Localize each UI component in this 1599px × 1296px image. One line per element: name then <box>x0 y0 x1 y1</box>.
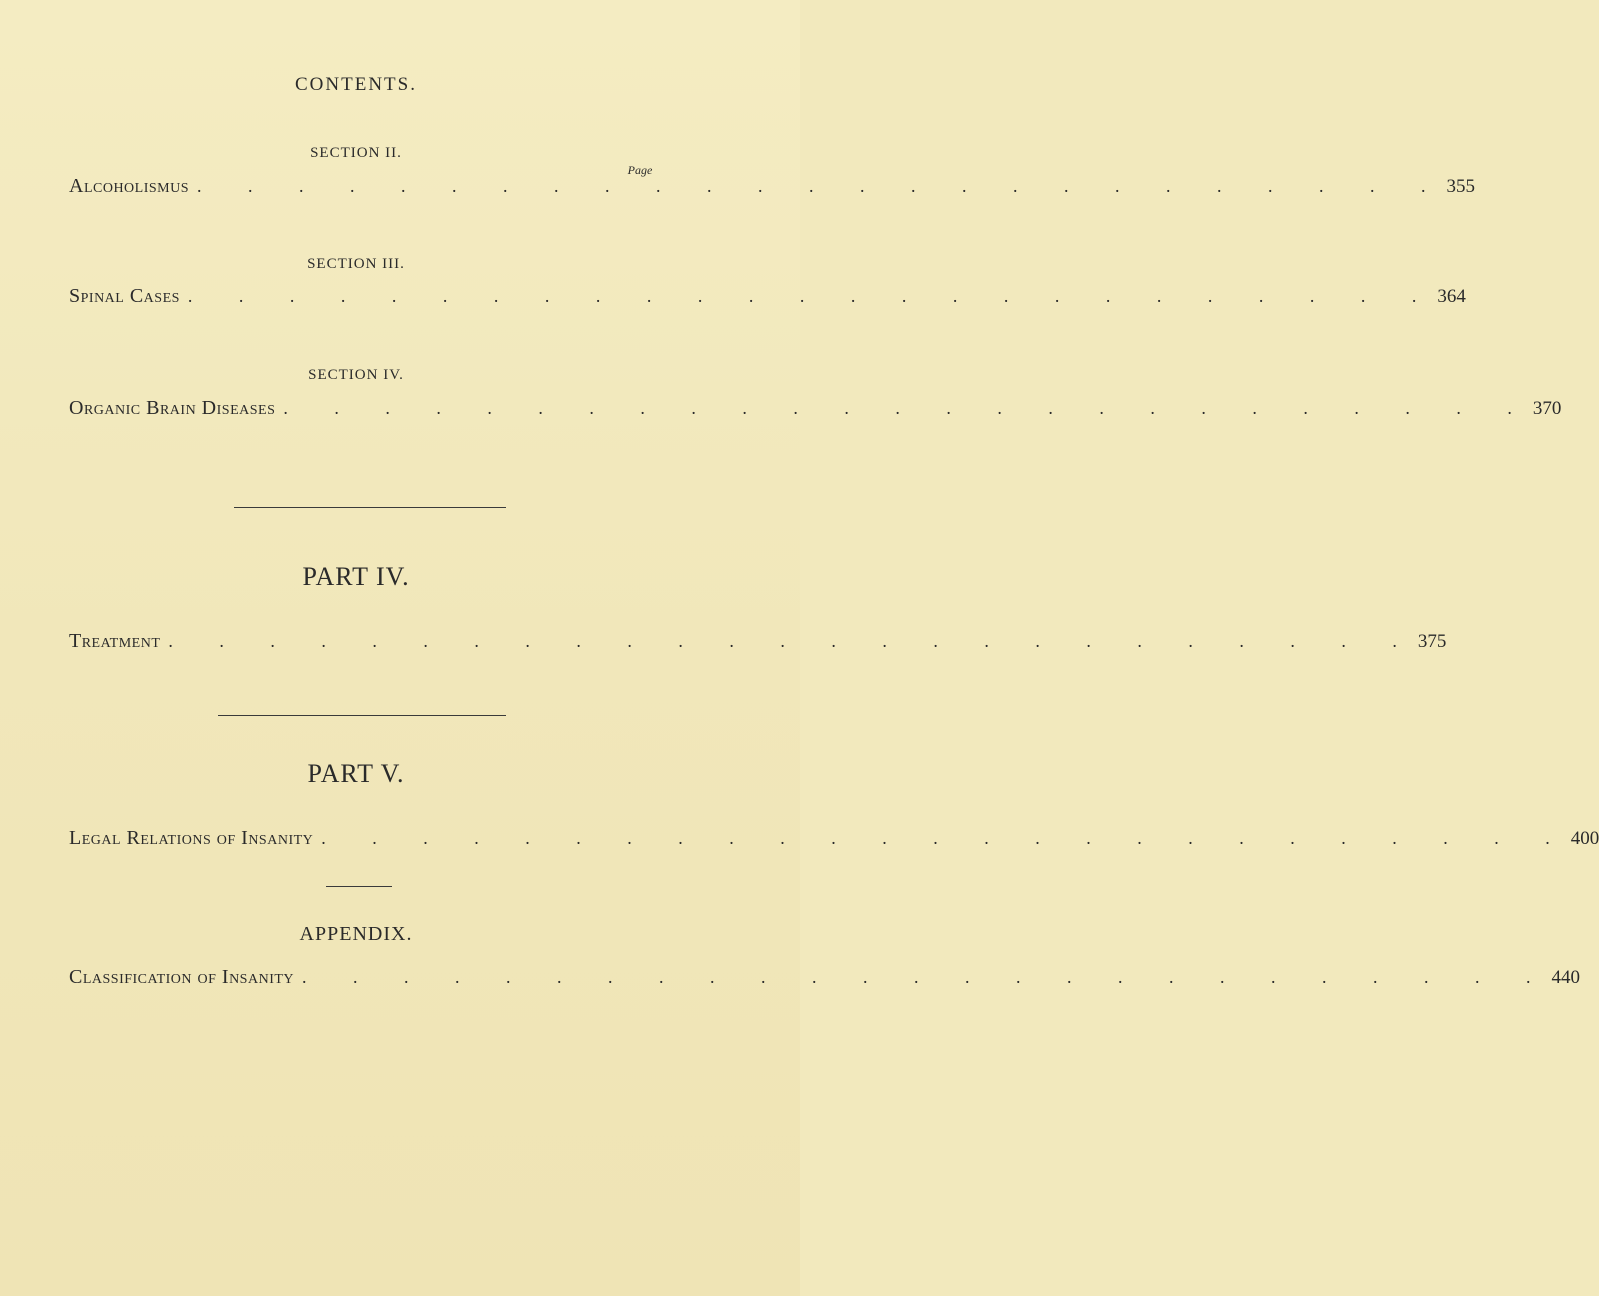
toc-entry <box>69 397 1562 425</box>
toc-entry-title: Legal Relations of Insanity <box>69 827 314 849</box>
dot-leader: . . . . . . . . . . . . . . . . . . . . . . . . . <box>168 631 1418 651</box>
page-column-label: Page <box>627 163 653 177</box>
divider-rule <box>218 715 506 716</box>
section-heading: SECTION II. <box>310 145 402 161</box>
divider-rule <box>326 886 392 887</box>
toc-entry-page: 355 <box>1446 176 1476 197</box>
toc-entry <box>69 175 1476 203</box>
dot-leader: . . . . . . . . . . . . . . . . . . . . . . . . . <box>283 398 1533 418</box>
toc-entry-page: 400 <box>1570 828 1599 849</box>
toc-entry-title: Spinal Cases <box>69 285 180 307</box>
part-heading: PART V. <box>307 759 405 788</box>
toc-entry-title: Organic Brain Diseases <box>69 397 276 419</box>
dot-leader: . . . . . . . . . . . . . . . . . . . . . . . . . <box>302 967 1552 987</box>
toc-entry-page: 375 <box>1417 631 1447 652</box>
section-heading: SECTION IV. <box>308 367 404 383</box>
section-heading: SECTION III. <box>307 256 405 272</box>
toc-entry-page: 370 <box>1532 398 1562 419</box>
toc-entry-title: Classification of Insanity <box>69 966 295 988</box>
toc-entry-page: 364 <box>1437 286 1466 307</box>
divider-rule <box>234 507 506 508</box>
dot-leader: . . . . . . . . . . . . . . . . . . . . . . . . . <box>321 828 1571 848</box>
toc-entry-title: Treatment <box>69 630 161 652</box>
appendix-heading: APPENDIX. <box>299 923 413 945</box>
dot-leader: . . . . . . . . . . . . . . . . . . . . . . . . . <box>187 286 1438 306</box>
toc-entry <box>69 827 1599 855</box>
dot-leader: . . . . . . . . . . . . . . . . . . . . . . . . . <box>197 176 1447 196</box>
toc-entry-page: 440 <box>1551 967 1581 988</box>
toc-entry <box>69 285 1466 313</box>
running-head: CONTENTS. <box>295 74 417 95</box>
part-heading: PART IV. <box>302 562 410 591</box>
toc-entry-title: Alcoholismus <box>69 175 190 197</box>
toc-entry <box>69 966 1581 994</box>
toc-entry <box>69 630 1447 658</box>
